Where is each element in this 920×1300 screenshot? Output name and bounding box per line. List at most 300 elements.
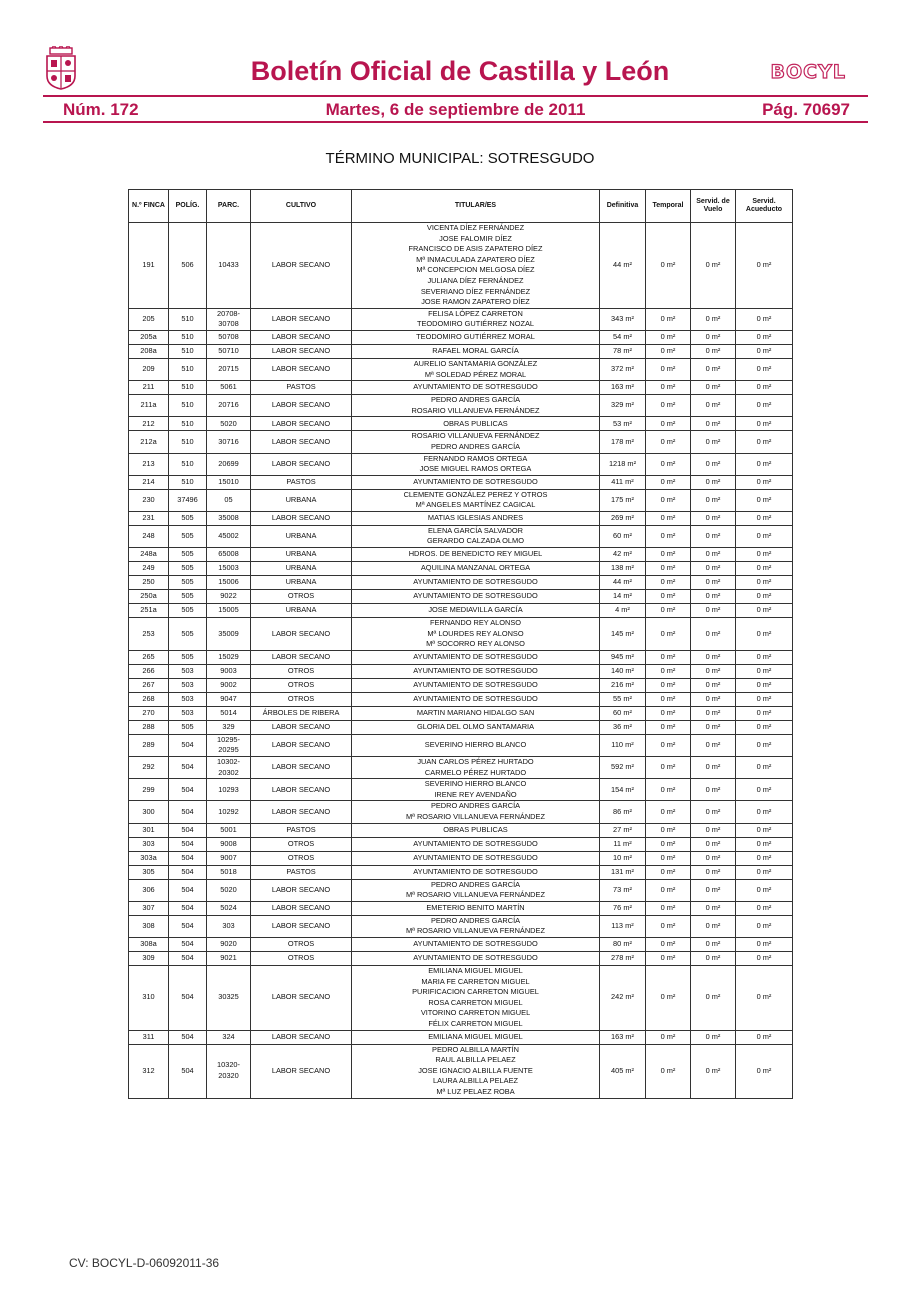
servid-vuelo-cell: 0 m²	[691, 1044, 736, 1098]
titular-line: RAFAEL MORAL GARCÍA	[432, 346, 519, 356]
table-row	[129, 381, 793, 395]
definitiva-cell: 178 m²	[600, 431, 646, 453]
column-header: TITULAR/ES	[352, 190, 600, 223]
servid-vuelo-cell: 0 m²	[691, 801, 736, 823]
titulares-cell	[352, 692, 600, 706]
poligono-cell: 504	[169, 965, 207, 1030]
parcela-cell: 9020	[207, 937, 251, 951]
parcel-table	[128, 189, 793, 1099]
titulares-cell	[352, 801, 600, 823]
poligono-cell: 504	[169, 851, 207, 865]
cultivo-cell: LABOR SECANO	[251, 1030, 352, 1044]
column-header: Definitiva	[600, 190, 646, 223]
parcela-cell: 5014	[207, 706, 251, 720]
parcela-cell	[207, 734, 251, 756]
cultivo-cell: LABOR SECANO	[251, 965, 352, 1030]
finca-cell: 248a	[129, 548, 169, 562]
titular-line: MATIAS IGLESIAS ANDRES	[427, 513, 524, 523]
temporal-cell: 0 m²	[646, 511, 691, 525]
servid-acueducto-cell: 0 m²	[736, 837, 793, 851]
cultivo-cell: LABOR SECANO	[251, 879, 352, 901]
finca-cell: 268	[129, 692, 169, 706]
table-row	[129, 590, 793, 604]
parcela-part: 10320-	[216, 1060, 240, 1070]
table-row	[129, 951, 793, 965]
titulares-cell	[352, 475, 600, 489]
servid-vuelo-cell: 0 m²	[691, 604, 736, 618]
cultivo-cell: LABOR SECANO	[251, 618, 352, 651]
servid-acueducto-cell: 0 m²	[736, 576, 793, 590]
table-row	[129, 720, 793, 734]
titular-line: SEVERINO HIERRO BLANCO	[424, 740, 527, 750]
poligono-cell: 503	[169, 692, 207, 706]
definitiva-cell: 42 m²	[600, 548, 646, 562]
titular-line: AYUNTAMIENTO DE SOTRESGUDO	[413, 852, 538, 862]
poligono-cell: 504	[169, 734, 207, 756]
titular-line: HDROS. DE BENEDICTO REY MIGUEL	[408, 549, 543, 559]
header-bottom-rule	[43, 121, 868, 123]
definitiva-cell: 36 m²	[600, 720, 646, 734]
definitiva-cell: 11 m²	[600, 837, 646, 851]
poligono-cell: 504	[169, 951, 207, 965]
parcela-cell: 30716	[207, 431, 251, 453]
titulares-cell	[352, 837, 600, 851]
table-row	[129, 562, 793, 576]
temporal-cell: 0 m²	[646, 562, 691, 576]
servid-vuelo-cell: 0 m²	[691, 344, 736, 358]
parcela-cell: 15029	[207, 650, 251, 664]
cultivo-cell: PASTOS	[251, 823, 352, 837]
poligono-cell: 504	[169, 937, 207, 951]
titular-line: JOSE IGNACIO ALBILLA FUENTE	[418, 1065, 533, 1075]
servid-acueducto-cell: 0 m²	[736, 734, 793, 756]
titular-line: AYUNTAMIENTO DE SOTRESGUDO	[413, 591, 538, 601]
servid-acueducto-cell: 0 m²	[736, 664, 793, 678]
temporal-cell: 0 m²	[646, 865, 691, 879]
table-row	[129, 650, 793, 664]
section-title: TÉRMINO MUNICIPAL: SOTRESGUDO	[325, 150, 595, 167]
parcela-part: 30708	[218, 319, 239, 329]
poligono-cell: 505	[169, 511, 207, 525]
servid-vuelo-cell: 0 m²	[691, 223, 736, 309]
finca-cell: 305	[129, 865, 169, 879]
temporal-cell: 0 m²	[646, 901, 691, 915]
finca-cell: 211a	[129, 395, 169, 417]
definitiva-cell: 154 m²	[600, 779, 646, 801]
titulares-cell	[352, 618, 600, 651]
cultivo-cell: OTROS	[251, 937, 352, 951]
servid-acueducto-cell: 0 m²	[736, 965, 793, 1030]
poligono-cell: 505	[169, 525, 207, 547]
parcela-cell: 9008	[207, 837, 251, 851]
servid-acueducto-cell: 0 m²	[736, 937, 793, 951]
temporal-cell: 0 m²	[646, 344, 691, 358]
finca-cell: 212	[129, 417, 169, 431]
finca-cell: 250	[129, 576, 169, 590]
parcela-cell: 9021	[207, 951, 251, 965]
titular-line: AYUNTAMIENTO DE SOTRESGUDO	[413, 866, 538, 876]
titulares-cell	[352, 851, 600, 865]
temporal-cell: 0 m²	[646, 937, 691, 951]
poligono-cell: 505	[169, 548, 207, 562]
titular-line: AYUNTAMIENTO DE SOTRESGUDO	[413, 694, 538, 704]
finca-cell: 299	[129, 779, 169, 801]
servid-vuelo-cell: 0 m²	[691, 453, 736, 475]
poligono-cell: 504	[169, 1030, 207, 1044]
definitiva-cell: 131 m²	[600, 865, 646, 879]
definitiva-cell: 76 m²	[600, 901, 646, 915]
finca-cell: 267	[129, 678, 169, 692]
temporal-cell: 0 m²	[646, 548, 691, 562]
finca-cell: 205	[129, 308, 169, 330]
definitiva-cell: 242 m²	[600, 965, 646, 1030]
parcela-cell: 5020	[207, 879, 251, 901]
titular-line: PEDRO ANDRES GARCÍA	[430, 395, 521, 405]
parcela-cell: 5020	[207, 417, 251, 431]
definitiva-cell: 163 m²	[600, 381, 646, 395]
parcela-cell	[207, 757, 251, 779]
temporal-cell: 0 m²	[646, 489, 691, 511]
servid-acueducto-cell: 0 m²	[736, 618, 793, 651]
temporal-cell: 0 m²	[646, 965, 691, 1030]
definitiva-cell: 140 m²	[600, 664, 646, 678]
titular-line: LAURA ALBILLA PELAEZ	[432, 1076, 519, 1086]
poligono-cell: 505	[169, 618, 207, 651]
titulares-cell	[352, 757, 600, 779]
servid-acueducto-cell: 0 m²	[736, 223, 793, 309]
table-row	[129, 678, 793, 692]
titular-line: CLEMENTE GONZÁLEZ PEREZ Y OTROS	[403, 489, 548, 499]
finca-cell: 248	[129, 525, 169, 547]
servid-vuelo-cell: 0 m²	[691, 965, 736, 1030]
parcela-cell: 15010	[207, 475, 251, 489]
table-row	[129, 618, 793, 651]
titular-line: IRENE REY AVENDAÑO	[434, 789, 517, 799]
table-row	[129, 692, 793, 706]
titulares-cell	[352, 417, 600, 431]
titular-line: JUAN CARLOS PÉREZ HURTADO	[417, 757, 534, 767]
parcela-cell: 303	[207, 915, 251, 937]
parcela-cell: 35008	[207, 511, 251, 525]
titulares-cell	[352, 525, 600, 547]
table-row	[129, 576, 793, 590]
definitiva-cell: 278 m²	[600, 951, 646, 965]
titulares-cell	[352, 590, 600, 604]
titulares-cell	[352, 489, 600, 511]
temporal-cell: 0 m²	[646, 223, 691, 309]
temporal-cell: 0 m²	[646, 823, 691, 837]
servid-vuelo-cell: 0 m²	[691, 548, 736, 562]
servid-acueducto-cell: 0 m²	[736, 901, 793, 915]
poligono-cell: 510	[169, 475, 207, 489]
finca-cell: 307	[129, 901, 169, 915]
finca-cell: 303	[129, 837, 169, 851]
poligono-cell: 510	[169, 358, 207, 380]
temporal-cell: 0 m²	[646, 525, 691, 547]
parcela-cell	[207, 1044, 251, 1098]
servid-acueducto-cell: 0 m²	[736, 358, 793, 380]
definitiva-cell: 60 m²	[600, 525, 646, 547]
cultivo-cell: OTROS	[251, 851, 352, 865]
parcela-cell: 5024	[207, 901, 251, 915]
poligono-cell: 504	[169, 837, 207, 851]
titular-line: OBRAS PUBLICAS	[443, 824, 508, 834]
finca-cell: 251a	[129, 604, 169, 618]
finca-cell: 212a	[129, 431, 169, 453]
cultivo-cell: URBANA	[251, 604, 352, 618]
servid-acueducto-cell: 0 m²	[736, 381, 793, 395]
finca-cell: 311	[129, 1030, 169, 1044]
finca-cell: 309	[129, 951, 169, 965]
temporal-cell: 0 m²	[646, 650, 691, 664]
poligono-cell: 504	[169, 879, 207, 901]
titular-line: Mª SOCORRO REY ALONSO	[426, 639, 525, 649]
servid-vuelo-cell: 0 m²	[691, 525, 736, 547]
titular-line: AYUNTAMIENTO DE SOTRESGUDO	[413, 476, 538, 486]
titular-line: TEODOMIRO GUTIÉRREZ MORAL	[416, 332, 535, 342]
titulares-cell	[352, 951, 600, 965]
servid-acueducto-cell: 0 m²	[736, 851, 793, 865]
parcela-cell: 15003	[207, 562, 251, 576]
poligono-cell: 505	[169, 590, 207, 604]
temporal-cell: 0 m²	[646, 395, 691, 417]
table-row	[129, 1030, 793, 1044]
servid-vuelo-cell: 0 m²	[691, 650, 736, 664]
titular-line: AYUNTAMIENTO DE SOTRESGUDO	[413, 680, 538, 690]
poligono-cell: 510	[169, 431, 207, 453]
poligono-cell: 505	[169, 720, 207, 734]
cultivo-cell: LABOR SECANO	[251, 734, 352, 756]
titular-line: VICENTA DÍEZ FERNÁNDEZ	[426, 223, 525, 232]
titulares-cell	[352, 1044, 600, 1098]
definitiva-cell: 945 m²	[600, 650, 646, 664]
servid-acueducto-cell: 0 m²	[736, 1044, 793, 1098]
titular-line: PEDRO ANDRES GARCÍA	[430, 441, 521, 451]
finca-cell: 270	[129, 706, 169, 720]
titular-line: AURELIO SANTAMARIA GONZÁLEZ	[413, 358, 538, 368]
poligono-cell: 504	[169, 757, 207, 779]
definitiva-cell: 411 m²	[600, 475, 646, 489]
poligono-cell: 504	[169, 801, 207, 823]
titulares-cell	[352, 678, 600, 692]
poligono-cell: 504	[169, 865, 207, 879]
parcela-cell: 5001	[207, 823, 251, 837]
titular-line: CARMELO PÉREZ HURTADO	[424, 767, 527, 777]
finca-cell: 310	[129, 965, 169, 1030]
servid-acueducto-cell: 0 m²	[736, 823, 793, 837]
titular-line: AYUNTAMIENTO DE SOTRESGUDO	[413, 382, 538, 392]
titular-line: ROSA CARRETON MIGUEL	[428, 997, 523, 1007]
servid-vuelo-cell: 0 m²	[691, 431, 736, 453]
cultivo-cell: OTROS	[251, 837, 352, 851]
cultivo-cell: URBANA	[251, 489, 352, 511]
poligono-cell: 503	[169, 678, 207, 692]
servid-vuelo-cell: 0 m²	[691, 678, 736, 692]
parcela-cell: 9003	[207, 664, 251, 678]
temporal-cell: 0 m²	[646, 664, 691, 678]
table-row	[129, 431, 793, 453]
servid-vuelo-cell: 0 m²	[691, 618, 736, 651]
cultivo-cell: LABOR SECANO	[251, 915, 352, 937]
table-row	[129, 837, 793, 851]
finca-cell: 266	[129, 664, 169, 678]
parcela-cell: 20699	[207, 453, 251, 475]
parcela-cell: 20715	[207, 358, 251, 380]
finca-cell: 191	[129, 223, 169, 309]
servid-acueducto-cell: 0 m²	[736, 590, 793, 604]
parcela-cell: 5018	[207, 865, 251, 879]
poligono-cell: 505	[169, 576, 207, 590]
finca-cell: 230	[129, 489, 169, 511]
finca-cell: 250a	[129, 590, 169, 604]
table-row	[129, 475, 793, 489]
poligono-cell: 510	[169, 330, 207, 344]
parcela-cell: 45002	[207, 525, 251, 547]
definitiva-cell: 54 m²	[600, 330, 646, 344]
poligono-cell: 505	[169, 562, 207, 576]
titular-line: MARTIN MARIANO HIDALGO SAN	[416, 708, 535, 718]
titular-line: PEDRO ANDRES GARCÍA	[430, 915, 521, 925]
cultivo-cell: URBANA	[251, 548, 352, 562]
titular-line: AQUILINA MANZANAL ORTEGA	[420, 563, 531, 573]
parcela-cell: 9047	[207, 692, 251, 706]
servid-acueducto-cell: 0 m²	[736, 801, 793, 823]
parcela-cell: 05	[207, 489, 251, 511]
servid-vuelo-cell: 0 m²	[691, 720, 736, 734]
titulares-cell	[352, 431, 600, 453]
titular-line: Mª CONCEPCION MELGOSA DÍEZ	[416, 265, 535, 275]
servid-acueducto-cell: 0 m²	[736, 706, 793, 720]
cultivo-cell: LABOR SECANO	[251, 330, 352, 344]
poligono-cell: 510	[169, 395, 207, 417]
cultivo-cell: URBANA	[251, 525, 352, 547]
servid-vuelo-cell: 0 m²	[691, 692, 736, 706]
definitiva-cell: 110 m²	[600, 734, 646, 756]
servid-vuelo-cell: 0 m²	[691, 823, 736, 837]
temporal-cell: 0 m²	[646, 706, 691, 720]
finca-cell: 211	[129, 381, 169, 395]
poligono-cell: 510	[169, 308, 207, 330]
column-header: PARC.	[207, 190, 251, 223]
cultivo-cell: LABOR SECANO	[251, 779, 352, 801]
finca-cell: 288	[129, 720, 169, 734]
servid-vuelo-cell: 0 m²	[691, 576, 736, 590]
column-header: Servid. de Vuelo	[691, 190, 736, 223]
table-row	[129, 417, 793, 431]
servid-acueducto-cell: 0 m²	[736, 308, 793, 330]
servid-vuelo-cell: 0 m²	[691, 915, 736, 937]
definitiva-cell: 216 m²	[600, 678, 646, 692]
table-row	[129, 330, 793, 344]
definitiva-cell: 10 m²	[600, 851, 646, 865]
column-header: POLÍG.	[169, 190, 207, 223]
titular-line: Mª SOLEDAD PÉREZ MORAL	[424, 369, 527, 379]
temporal-cell: 0 m²	[646, 692, 691, 706]
table-row	[129, 308, 793, 330]
definitiva-cell: 138 m²	[600, 562, 646, 576]
servid-acueducto-cell: 0 m²	[736, 525, 793, 547]
page-number: Pág. 70697	[762, 100, 850, 119]
titular-line: Mª ANGELES MARTÍNEZ CAGICAL	[415, 500, 536, 510]
servid-vuelo-cell: 0 m²	[691, 590, 736, 604]
titulares-cell	[352, 330, 600, 344]
poligono-cell: 37496	[169, 489, 207, 511]
table-row	[129, 489, 793, 511]
titulares-cell	[352, 664, 600, 678]
titulares-cell	[352, 453, 600, 475]
temporal-cell: 0 m²	[646, 330, 691, 344]
servid-acueducto-cell: 0 m²	[736, 395, 793, 417]
titular-line: GERARDO CALZADA OLMO	[427, 536, 524, 546]
table-row	[129, 801, 793, 823]
definitiva-cell: 73 m²	[600, 879, 646, 901]
document-cv-code: CV: BOCYL-D-06092011-36	[69, 1256, 220, 1270]
parcela-cell: 15005	[207, 604, 251, 618]
poligono-cell: 503	[169, 706, 207, 720]
titular-line: AYUNTAMIENTO DE SOTRESGUDO	[413, 577, 538, 587]
temporal-cell: 0 m²	[646, 1030, 691, 1044]
titular-line: JOSE MIGUEL RAMOS ORTEGA	[419, 464, 532, 474]
column-header: Servid. Acueducto	[736, 190, 793, 223]
titulares-cell	[352, 650, 600, 664]
titular-line: ELENA GARCÍA SALVADOR	[427, 525, 523, 535]
definitiva-cell: 269 m²	[600, 511, 646, 525]
servid-acueducto-cell: 0 m²	[736, 548, 793, 562]
servid-vuelo-cell: 0 m²	[691, 779, 736, 801]
column-header: CULTIVO	[251, 190, 352, 223]
titular-line: FERNANDO RAMOS ORTEGA	[423, 453, 528, 463]
titular-line: VITORINO CARRETON MIGUEL	[420, 1008, 531, 1018]
titulares-cell	[352, 604, 600, 618]
servid-acueducto-cell: 0 m²	[736, 475, 793, 489]
titular-line: Mª ROSARIO VILLANUEVA FERNÁNDEZ	[406, 926, 545, 936]
cultivo-cell: PASTOS	[251, 475, 352, 489]
servid-acueducto-cell: 0 m²	[736, 344, 793, 358]
titular-line: JULIANA DÍEZ FERNÁNDEZ	[427, 275, 524, 285]
definitiva-cell: 86 m²	[600, 801, 646, 823]
servid-acueducto-cell: 0 m²	[736, 604, 793, 618]
finca-cell: 208a	[129, 344, 169, 358]
titulares-cell	[352, 395, 600, 417]
poligono-cell: 504	[169, 1044, 207, 1098]
parcela-part: 10295-	[216, 734, 240, 744]
finca-cell: 265	[129, 650, 169, 664]
titulares-cell	[352, 720, 600, 734]
cultivo-cell: PASTOS	[251, 381, 352, 395]
table-row	[129, 851, 793, 865]
table-row	[129, 604, 793, 618]
titulares-cell	[352, 381, 600, 395]
parcela-cell: 35009	[207, 618, 251, 651]
titulares-cell	[352, 915, 600, 937]
table-row	[129, 1044, 793, 1098]
issue-date: Martes, 6 de septiembre de 2011	[325, 100, 586, 119]
cultivo-cell: LABOR SECANO	[251, 358, 352, 380]
temporal-cell: 0 m²	[646, 837, 691, 851]
table-row	[129, 915, 793, 937]
servid-acueducto-cell: 0 m²	[736, 865, 793, 879]
table-row	[129, 901, 793, 915]
servid-vuelo-cell: 0 m²	[691, 951, 736, 965]
table-row	[129, 548, 793, 562]
temporal-cell: 0 m²	[646, 618, 691, 651]
titular-line: AYUNTAMIENTO DE SOTRESGUDO	[413, 939, 538, 949]
servid-vuelo-cell: 0 m²	[691, 511, 736, 525]
titulares-cell	[352, 937, 600, 951]
servid-acueducto-cell: 0 m²	[736, 431, 793, 453]
servid-vuelo-cell: 0 m²	[691, 851, 736, 865]
definitiva-cell: 53 m²	[600, 417, 646, 431]
